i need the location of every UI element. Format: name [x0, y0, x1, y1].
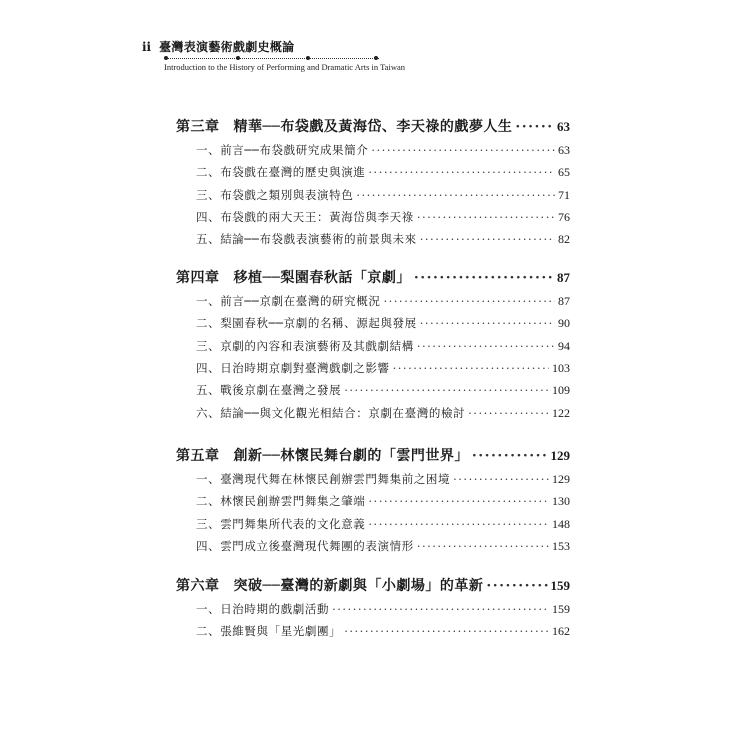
- dot-leader: [383, 294, 555, 308]
- dot-leader: [472, 448, 548, 464]
- chapter-page: 87: [557, 270, 570, 285]
- section-entry: [176, 471, 570, 487]
- section-title: 一、前言──布袋戲研究成果簡介: [196, 143, 369, 157]
- section-entry: [176, 164, 570, 180]
- section-title: 五、結論──布袋戲表演藝術的前景與未來: [196, 232, 417, 247]
- dot-leader: [356, 188, 555, 202]
- section-title: 一、日治時期的戲劇活動: [196, 602, 330, 616]
- section-title: 三、布袋戲之類別與表演特色: [196, 187, 354, 202]
- chapter-title: 精華──布袋戲及黃海岱、李天祿的戲夢人生: [233, 119, 513, 135]
- section-entry: [176, 405, 570, 421]
- chapter-title: 突破──臺灣的新劇與「小劇場」的革新: [233, 578, 484, 594]
- section-page: 122: [552, 405, 570, 420]
- section-entry: [176, 338, 570, 354]
- dot-leader: [486, 578, 547, 594]
- section-entry: [176, 187, 570, 203]
- section-entry: [176, 601, 570, 617]
- section-page: 153: [552, 538, 570, 553]
- dot-leader: [417, 339, 555, 353]
- dot-leader: [515, 119, 554, 135]
- chapter-entry: [176, 445, 570, 465]
- chapter-title: 移植──梨園春秋話「京劇」: [233, 270, 411, 286]
- chapter-entry: [176, 267, 570, 287]
- section-entry: [176, 209, 570, 225]
- dot-leader: [332, 602, 549, 616]
- section-entry: [176, 538, 570, 554]
- chapter-entry: [176, 575, 570, 595]
- section-title: 三、雲門舞集所代表的文化意義: [196, 516, 366, 531]
- book-subtitle: Introduction to the History of Performing and Dramatic Arts in Taiwan: [164, 62, 405, 72]
- dot-leader: [368, 517, 549, 531]
- dot-leader: [414, 270, 554, 286]
- chapter-number: 第三章: [176, 119, 220, 135]
- chapter-number: 第六章: [176, 578, 220, 594]
- section-title: 二、布袋戲在臺灣的歷史與演進: [196, 165, 366, 180]
- section-title: 四、日治時期京劇對臺灣戲劇之影響: [196, 360, 390, 375]
- section-title: 一、前言──京劇在臺灣的研究概況: [196, 294, 381, 308]
- book-title: 臺灣表演藝術戲劇史概論: [159, 40, 295, 54]
- section-page: 162: [552, 624, 570, 639]
- chapter-page: 129: [550, 448, 570, 463]
- dot-leader: [453, 472, 549, 486]
- section-title: 二、張維賢與「星光劇團」: [196, 624, 342, 639]
- running-header: [142, 38, 405, 72]
- section-page: 87: [558, 294, 570, 308]
- chapter-page: 159: [550, 578, 570, 593]
- section-page: 76: [558, 209, 570, 224]
- chapter-title: 創新──林懷民舞台劇的「雲門世界」: [233, 448, 469, 464]
- dot-leader: [417, 210, 555, 224]
- dot-leader: [393, 361, 549, 375]
- section-page: 63: [558, 143, 570, 157]
- section-entry: [176, 516, 570, 532]
- section-page: 94: [558, 338, 570, 353]
- section-page: 82: [558, 232, 570, 247]
- section-page: 130: [552, 494, 570, 509]
- section-entry: [176, 142, 570, 158]
- chapter-page: 63: [557, 119, 570, 134]
- section-entry: [176, 382, 570, 398]
- section-title: 三、京劇的內容和表演藝術及其戲劇結構: [196, 338, 414, 353]
- section-page: 90: [558, 316, 570, 331]
- dot-leader: [420, 316, 555, 330]
- section-title: 六、結論──與文化觀光相結合：京劇在臺灣的檢討: [196, 405, 466, 420]
- section-title: 二、林懷民創辦雲門舞集之肇端: [196, 494, 366, 509]
- dot-leader: [344, 383, 549, 397]
- section-title: 四、雲門成立後臺灣現代舞團的表演情形: [196, 538, 414, 553]
- section-title: 五、戰後京劇在臺灣之發展: [196, 383, 342, 398]
- section-entry: [176, 231, 570, 247]
- section-page: 109: [552, 383, 570, 398]
- dot-leader: [344, 624, 549, 638]
- dot-leader: [420, 232, 555, 246]
- chapter-number: 第五章: [176, 448, 220, 464]
- chapter-entry: [176, 116, 570, 136]
- section-page: 65: [558, 165, 570, 180]
- section-entry: [176, 360, 570, 376]
- section-title: 四、布袋戲的兩大天王：黃海岱與李天祿: [196, 209, 414, 224]
- section-entry: [176, 293, 570, 309]
- section-page: 103: [552, 360, 570, 375]
- page-number: ii: [142, 39, 152, 54]
- chapter-number: 第四章: [176, 270, 220, 286]
- section-page: 129: [552, 472, 570, 486]
- section-page: 148: [552, 516, 570, 531]
- section-page: 159: [552, 602, 570, 616]
- section-entry: [176, 623, 570, 639]
- header-rule: [164, 56, 379, 62]
- section-page: 71: [558, 187, 570, 202]
- dot-leader: [417, 539, 549, 553]
- dot-leader: [468, 406, 549, 420]
- dot-leader: [371, 143, 555, 157]
- section-title: 一、臺灣現代舞在林懷民創辦雲門舞集前之困境: [196, 472, 451, 486]
- section-entry: [176, 493, 570, 509]
- dot-leader: [368, 165, 555, 179]
- dot-leader: [368, 494, 549, 508]
- section-title: 二、梨園春秋──京劇的名稱、源起與發展: [196, 316, 417, 331]
- section-entry: [176, 315, 570, 331]
